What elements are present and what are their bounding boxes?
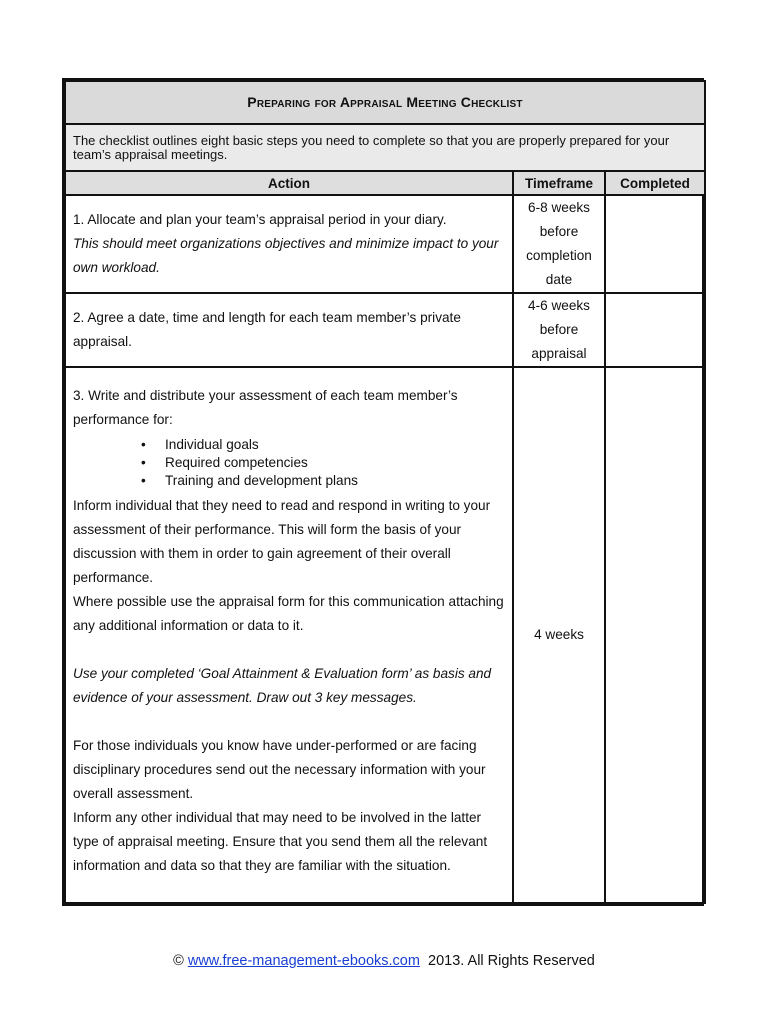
action-note: Use your completed ‘Goal Attainment & Evaluation form’ as basis and evidence of your assessment. Draw out 3 key messages. (73, 666, 492, 705)
title-row (65, 81, 705, 124)
action-paragraph: Inform individual that they need to read and respond in writing to your assessment of their performance. This will form the basis of your discussion with them in order to gain agreement of their overall performance. (73, 498, 491, 585)
rights-text: 2013. All Rights Reserved (428, 953, 595, 969)
website-link[interactable]: www.free-management-ebooks.com (187, 953, 420, 969)
column-header-completed: Completed (605, 171, 705, 195)
list-item: • Individual goals (165, 436, 506, 454)
action-note: This should meet organizations objectives and minimize impact to your own workload. (73, 236, 499, 275)
action-paragraph: Inform any other individual that may need to be involved in the latter type of appraisal meeting. Ensure that you send them all the relevant information and data so that they are familiar with the situation. (73, 810, 488, 873)
timeframe-cell: 6-8 weeks before completion date (513, 195, 605, 293)
header-row (65, 171, 705, 195)
title-cell (65, 81, 705, 124)
action-cell (65, 367, 513, 903)
completed-cell[interactable] (605, 195, 705, 293)
checklist-document (62, 78, 704, 906)
spacer (73, 710, 506, 734)
table-row (65, 367, 705, 903)
timeframe-cell: 4 weeks (513, 367, 605, 903)
action-cell (65, 195, 513, 293)
copyright-symbol: © (173, 953, 184, 969)
completed-cell[interactable] (605, 367, 705, 903)
checklist-table (64, 80, 706, 904)
action-paragraph: Where possible use the appraisal form for this communication attaching any additional information or data to it. (73, 594, 504, 633)
action-text: 2. Agree a date, time and length for each team member’s private appraisal. (73, 310, 461, 349)
page-title: Preparing for Appraisal Meeting Checklist (247, 93, 523, 110)
completed-cell[interactable] (605, 293, 705, 367)
table-row (65, 195, 705, 293)
action-text: 3. Write and distribute your assessment of each team member’s performance for: (73, 388, 458, 427)
action-text: 1. Allocate and plan your team’s appraisal period in your diary. (73, 212, 447, 227)
column-header-action: Action (65, 171, 513, 195)
intro-row (65, 124, 705, 171)
footer (0, 953, 768, 969)
column-header-timeframe: Timeframe (513, 171, 605, 195)
timeframe-cell: 4-6 weeks before appraisal (513, 293, 605, 367)
bullet-list (73, 436, 506, 490)
list-item: • Required competencies (165, 454, 506, 472)
table-row (65, 293, 705, 367)
action-cell (65, 293, 513, 367)
spacer (73, 638, 506, 662)
list-item: • Training and development plans (165, 472, 506, 490)
action-paragraph: For those individuals you know have under-performed or are facing disciplinary procedures send out the necessary information with your overall assessment. (73, 738, 486, 801)
intro-text: The checklist outlines eight basic steps you need to complete so that you are properly prepared for your team’s appraisal meetings. (65, 124, 705, 171)
